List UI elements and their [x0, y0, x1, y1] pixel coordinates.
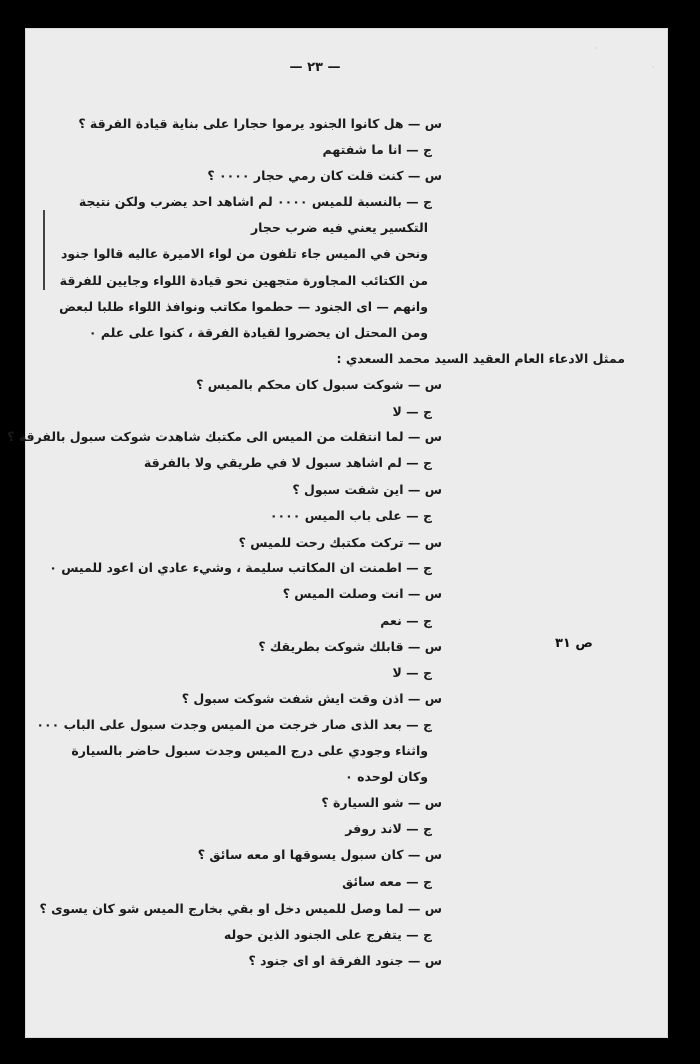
- answer-line: ج — نعم: [380, 613, 432, 628]
- answer-line: ج — لم اشاهد سبول لا في طريقي ولا بالفرقة: [143, 455, 432, 470]
- answer-line: ج — اطمنت ان المكاتب سليمة ، وشيء عادي ان اعود للميس ٠: [49, 560, 432, 575]
- continuation-line: واثناء وجودي على درج الميس وجدت سبول حاضر بالسيارة: [71, 743, 428, 758]
- answer-line: ج — بالنسبة للميس ٠٠٠٠ لم اشاهد احد يضرب ولكن نتيجة: [78, 194, 432, 209]
- answer-line: ج — يتفرج على الجنود الذين حوله: [223, 927, 432, 942]
- question-line: س — قابلك شوكت بطريقك ؟: [258, 639, 442, 654]
- paper-speck: [595, 47, 597, 49]
- question-line: س — لما انتقلت من الميس الى مكتبك شاهدت شوكت سبول بالفرقة ؟: [7, 429, 442, 444]
- continuation-line: ومن المحتل ان يحضروا لقيادة الفرقة ، كنوا على علم ٠: [88, 325, 428, 340]
- answer-line: ج — لا: [392, 665, 432, 680]
- margin-mark: [43, 210, 45, 290]
- answer-line: ج — بعد الذى صار خرجت من الميس وجدت سبول على الباب ٠٠٠: [36, 717, 432, 732]
- answer-line: ج — على باب الميس ٠٠٠٠: [269, 508, 432, 523]
- continuation-line: ونحن في الميس جاء تلفون من لواء الاميرة عاليه قالوا جنود: [60, 246, 428, 261]
- question-line: س — تركت مكتبك رحت للميس ؟: [238, 535, 442, 550]
- answer-line: ج — انا ما شفتهم: [322, 142, 432, 157]
- question-line: س — هل كانوا الجنود يرموا حجارا على بناية قيادة الفرقة ؟: [78, 116, 442, 131]
- page-number: — ٢٣ —: [289, 60, 341, 75]
- paper-speck: [652, 66, 654, 68]
- answer-line: ج — معه سائق: [342, 874, 432, 889]
- question-line: س — لما وصل للميس دخل او بقي بخارج الميس شو كان يسوى ؟: [39, 901, 442, 916]
- continuation-line: من الكتائب المجاورة متجهين نحو قيادة اللواء وجايين للفرقة: [59, 273, 428, 288]
- answer-line: ج — لاند روفر: [345, 821, 432, 836]
- question-line: س — كان سبول يسوقها او معه سائق ؟: [197, 847, 442, 862]
- continuation-line: وانهم — اى الجنود — حطموا مكاتب ونوافذ اللواء طلبا لبعض: [59, 299, 428, 314]
- question-line: س — جنود الفرقة او اى جنود ؟: [248, 953, 442, 968]
- side-reference: ص ٣١: [555, 636, 593, 651]
- question-line: س — شو السيارة ؟: [321, 795, 442, 810]
- continuation-line: وكان لوحده ٠: [345, 769, 428, 784]
- question-line: س — انت وصلت الميس ؟: [282, 586, 442, 601]
- answer-line: ج — لا: [392, 404, 432, 419]
- question-line: س — اين شفت سبول ؟: [292, 482, 442, 497]
- question-line: س — اذن وقت ايش شفت شوكت سبول ؟: [181, 691, 442, 706]
- question-line: س — شوكت سبول كان محكم بالميس ؟: [196, 377, 442, 392]
- speaker-heading: ممثل الادعاء العام العقيد السيد محمد السعدي :: [336, 351, 625, 366]
- question-line: س — كنت قلت كان رمي حجار ٠٠٠٠ ؟: [207, 168, 442, 183]
- continuation-line: التكسير يعني فيه ضرب حجار: [250, 220, 428, 235]
